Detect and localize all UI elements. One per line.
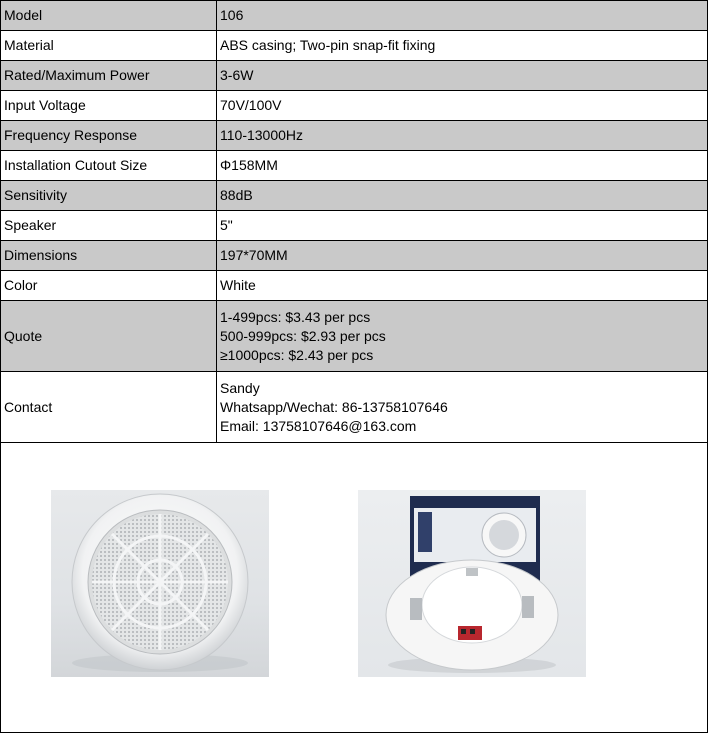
- spec-label: Color: [1, 271, 217, 301]
- spec-label: Sensitivity: [1, 181, 217, 211]
- speaker-back-illustration: [358, 490, 586, 677]
- spec-value: [217, 301, 708, 372]
- spec-value: 110-13000Hz: [217, 121, 708, 151]
- speaker-front-illustration: [51, 490, 269, 677]
- spec-value: 3-6W: [217, 61, 708, 91]
- spec-value: 197*70MM: [217, 241, 708, 271]
- spec-row-speaker: [1, 211, 708, 241]
- spec-value: White: [217, 271, 708, 301]
- ceiling-speaker-front-photo: [51, 490, 269, 677]
- spec-value: [217, 372, 708, 443]
- spec-label: Installation Cutout Size: [1, 151, 217, 181]
- spec-value: 70V/100V: [217, 91, 708, 121]
- spec-row-voltage: [1, 91, 708, 121]
- spec-value: 106: [217, 1, 708, 31]
- quote-line: 1-499pcs: $3.43 per pcs: [220, 308, 371, 325]
- spec-label: Material: [1, 31, 217, 61]
- spec-row-quote: [1, 301, 708, 372]
- spec-value: 5": [217, 211, 708, 241]
- spec-row-model: [1, 1, 708, 31]
- spec-row-power: [1, 61, 708, 91]
- spec-value: Φ158MM: [217, 151, 708, 181]
- spec-row-material: [1, 31, 708, 61]
- spec-label: Frequency Response: [1, 121, 217, 151]
- spec-label: Dimensions: [1, 241, 217, 271]
- quote-line: ≥1000pcs: $2.43 per pcs: [220, 346, 374, 363]
- spec-label: Quote: [1, 301, 217, 372]
- spec-row-contact: [1, 372, 708, 443]
- contact-name: Sandy: [220, 379, 260, 396]
- contact-whatsapp: Whatsapp/Wechat: 86-13758107646: [220, 398, 448, 415]
- spec-label: Model: [1, 1, 217, 31]
- contact-email: Email: 13758107646@163.com: [220, 417, 417, 434]
- spec-row-frequency: [1, 121, 708, 151]
- spec-row-color: [1, 271, 708, 301]
- spec-row-sensitivity: [1, 181, 708, 211]
- product-photos: [0, 443, 708, 733]
- spec-label: Speaker: [1, 211, 217, 241]
- spec-value: 88dB: [217, 181, 708, 211]
- spec-row-cutout: [1, 151, 708, 181]
- spec-value: ABS casing; Two-pin snap-fit fixing: [217, 31, 708, 61]
- spec-label: Input Voltage: [1, 91, 217, 121]
- spec-row-dimensions: [1, 241, 708, 271]
- ceiling-speaker-back-with-box-photo: [358, 490, 586, 677]
- quote-line: 500-999pcs: $2.93 per pcs: [220, 327, 386, 344]
- spec-label: Rated/Maximum Power: [1, 61, 217, 91]
- spec-label: Contact: [1, 372, 217, 443]
